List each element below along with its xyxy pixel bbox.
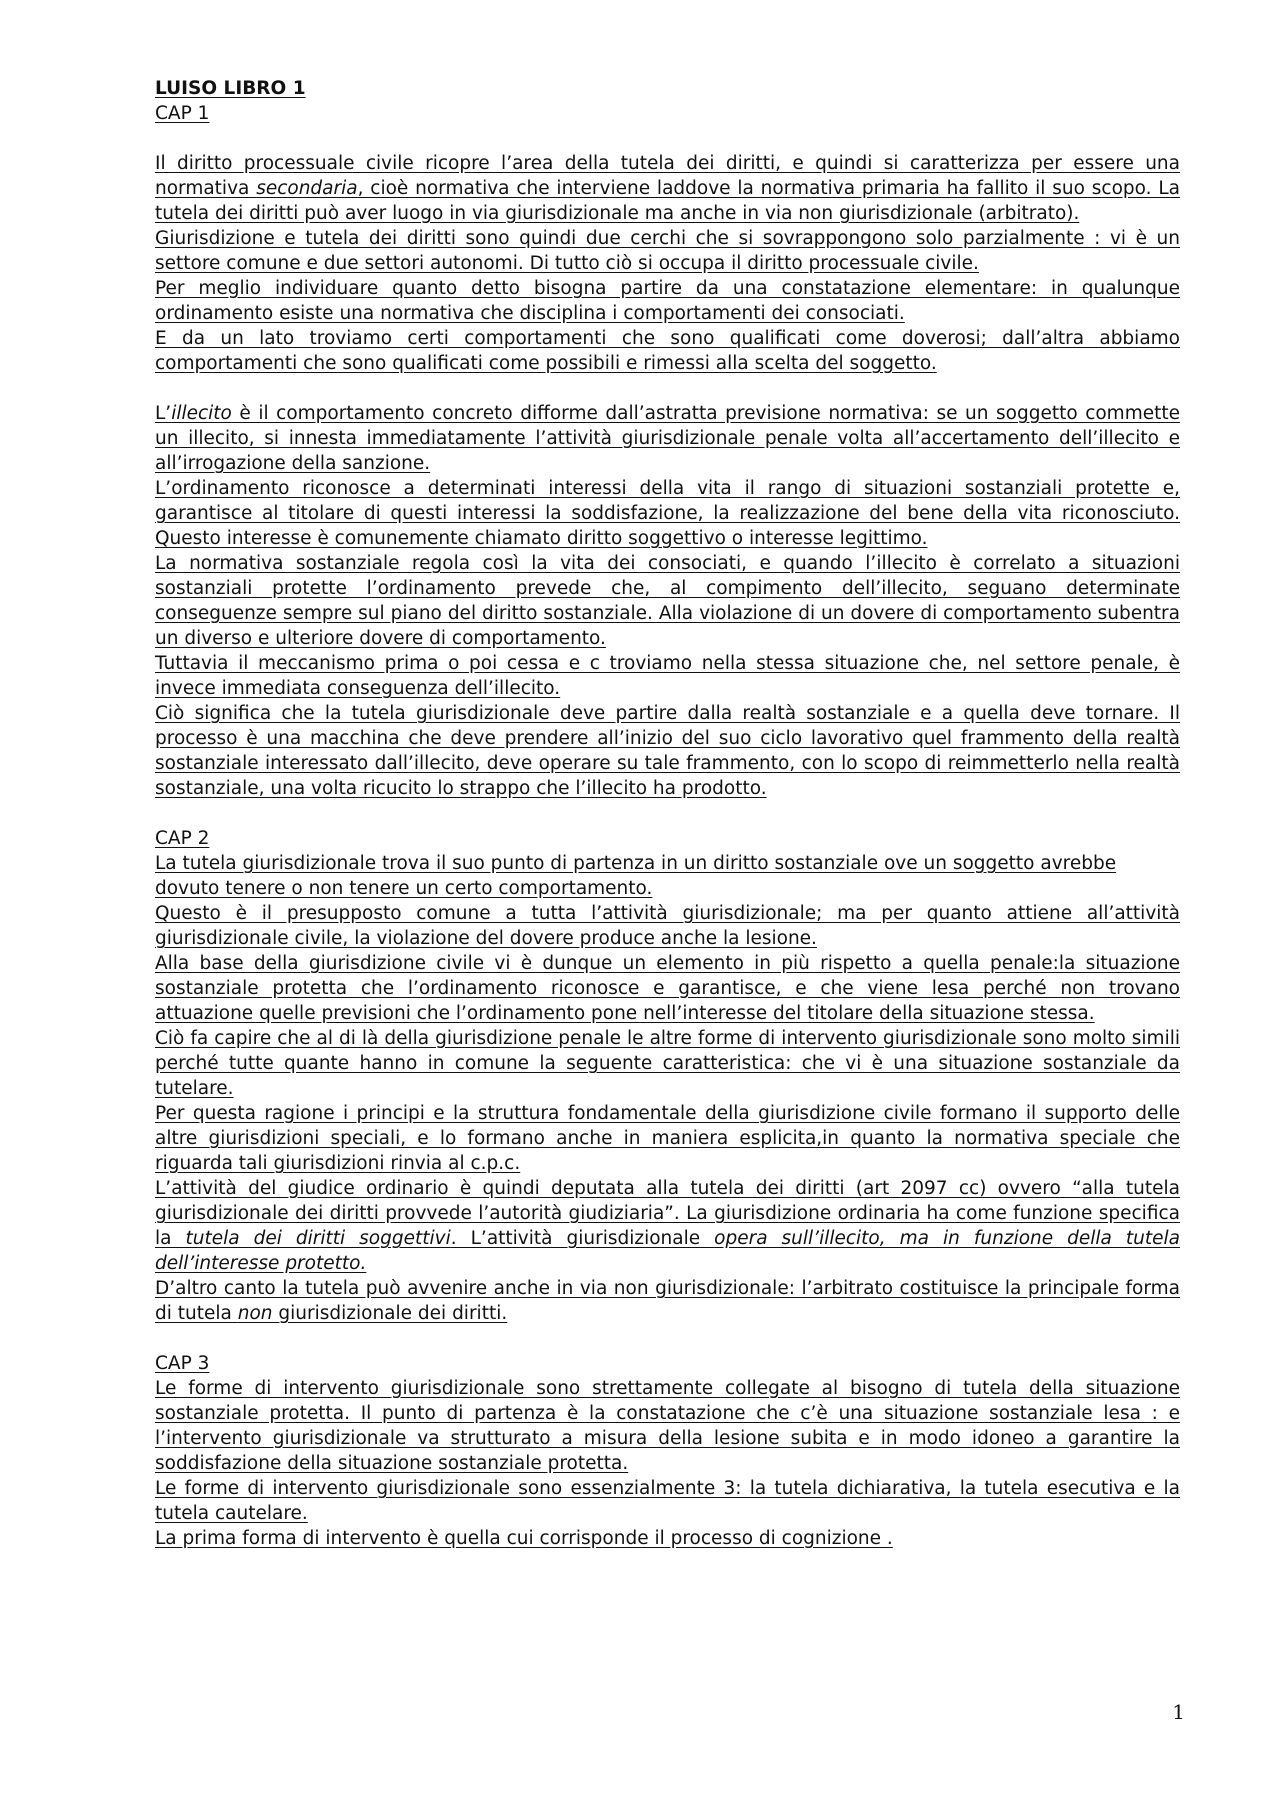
- paragraph: La prima forma di intervento è quella cui corrisponde il processo di cognizione .: [155, 1528, 893, 1549]
- paragraph: Per meglio individuare quanto detto bisogna partire da una constatazione elementare: in qualunque ordinamento esiste una normativa che disciplina i comportamenti dei consociati.: [155, 278, 1180, 324]
- text-run: . L’attività giurisdizionale: [450, 1228, 715, 1249]
- paragraph: La normativa sostanziale regola così la vita dei consociati, e quando l’illecito è correlato a situazioni sostanziali protette l’ordinamento prevede che, al compimento dell’illecito, seguano determinate conseguenze sempre sul piano del diritto sostanziale. Alla violazione di un dovere di comportamento subentra un diverso e ulteriore dovere di comportamento.: [155, 553, 1180, 649]
- paragraph: Ciò significa che la tutela giurisdizionale deve partire dalla realtà sostanziale e a quella deve tornare. Il processo è una macchina che deve prendere all’inizio del suo ciclo lavorativo quel frammento della realtà sostanziale interessato dall’illecito, deve operare su tale frammento, con lo scopo di reimmetterlo nella realtà sostanziale, una volta ricucito lo strappo che l’illecito ha prodotto.: [155, 703, 1180, 799]
- paragraph: Per questa ragione i principi e la struttura fondamentale della giurisdizione civile formano il supporto delle altre giurisdizioni speciali, e lo formano anche in maniera esplicita,in quanto la normativa speciale che riguarda tali giurisdizioni rinvia al c.p.c.: [155, 1103, 1180, 1174]
- paragraph: Questo è il presupposto comune a tutta l’attività giurisdizionale; ma per quanto attiene all’attività giurisdizionale civile, la violazione del dovere produce anche la lesione.: [155, 903, 1180, 949]
- text-run: D’altro canto la tutela può avvenire anche in via non giurisdizionale: l’arbitrato costituisce la principale forma di tutela: [155, 1278, 1180, 1324]
- paragraph: [155, 1176, 1180, 1276]
- chapter-heading-3: CAP 3: [155, 1353, 210, 1374]
- italic-term: non: [237, 1303, 273, 1324]
- spacer: [155, 1326, 1180, 1351]
- paragraph: [155, 151, 1180, 226]
- page-number: 1: [1172, 1700, 1185, 1724]
- chapter-heading-2: CAP 2: [155, 828, 210, 849]
- paragraph: Ciò fa capire che al di là della giurisdizione penale le altre forme di intervento giurisdizionale sono molto simili perché tutte quante hanno in comune la seguente caratteristica: che vi è una situazione sostanziale da tutelare.: [155, 1028, 1180, 1099]
- paragraph: Alla base della giurisdizione civile vi è dunque un elemento in più rispetto a quella penale:la situazione sostanziale protetta che l’ordinamento riconosce e garantisce, e che viene lesa perché non trovano attuazione quelle previsioni che l’ordinamento pone nell’interesse del titolare della situazione stessa.: [155, 953, 1180, 1024]
- paragraph: Tuttavia il meccanismo prima o poi cessa e c troviamo nella stessa situazione che, nel settore penale, è invece immediata conseguenza dell’illecito.: [155, 653, 1180, 699]
- text-run: giurisdizionale dei diritti.: [272, 1303, 508, 1324]
- document-title: LUISO LIBRO 1: [155, 78, 306, 99]
- text-run: è il comportamento concreto difforme dall’astratta previsione normativa: se un soggetto commette un illecito, si innesta immediatamente l’attività giurisdizionale penale volta all’accertamento dell’illecito e all’irrogazione della sanzione.: [155, 403, 1180, 474]
- spacer: [155, 376, 1180, 401]
- paragraph: Le forme di intervento giurisdizionale sono strettamente collegate al bisogno di tutela della situazione sostanziale protetta. Il punto di partenza è la constatazione che c’è una situazione sostanziale lesa : e l’intervento giurisdizionale va strutturato a misura della lesione subita e in modo idoneo a garantire la soddisfazione della situazione sostanziale protetta.: [155, 1378, 1180, 1474]
- paragraph: E da un lato troviamo certi comportamenti che sono qualificati come doverosi; dall’altra abbiamo comportamenti che sono qualificati come possibili e rimessi alla scelta del soggetto.: [155, 328, 1180, 374]
- paragraph: Le forme di intervento giurisdizionale sono essenzialmente 3: la tutela dichiarativa, la tutela esecutiva e la tutela cautelare.: [155, 1478, 1180, 1524]
- spacer: [155, 801, 1180, 826]
- paragraph: L’ordinamento riconosce a determinati interessi della vita il rango di situazioni sostanziali protette e, garantisce al titolare di questi interessi la soddisfazione, la realizzazione del bene della vita riconosciuto. Questo interesse è comunemente chiamato diritto soggettivo o interesse legittimo.: [155, 478, 1180, 549]
- spacer: [155, 126, 1180, 151]
- text-run: , cioè normativa che interviene laddove la normativa primaria ha fallito il suo scopo. La tutela dei diritti può aver luogo in via giurisdizionale ma anche in via non giurisdizionale (arbitrato).: [155, 178, 1180, 224]
- paragraph: Giurisdizione e tutela dei diritti sono quindi due cerchi che si sovrappongono solo parzialmente : vi è un settore comune e due settori autonomi. Di tutto ciò si occupa il diritto processuale civile.: [155, 228, 1180, 274]
- paragraph: [155, 1276, 1180, 1326]
- italic-term: opera sull’illecito, ma in funzione della tutela dell’interesse protetto.: [155, 1228, 1180, 1274]
- italic-term: tutela dei diritti soggettivi: [185, 1228, 451, 1249]
- paragraph: La tutela giurisdizionale trova il suo punto di partenza in un diritto sostanziale ove un soggetto avrebbe dovuto tenere o non tenere un certo comportamento.: [155, 853, 1117, 899]
- document-page: [155, 76, 1180, 1551]
- italic-term: secondaria: [256, 178, 358, 199]
- chapter-heading-1: CAP 1: [155, 103, 210, 124]
- paragraph: [155, 401, 1180, 476]
- text-run: Il diritto processuale civile ricopre l’area della tutela dei diritti, e quindi si caratterizza per essere una normativa: [155, 153, 1180, 199]
- text-run: L’: [155, 403, 172, 424]
- text-run: L’attività del giudice ordinario è quindi deputata alla tutela dei diritti (art 2097 cc) ovvero “alla tutela giurisdizionale dei diritti provvede l’autorità giudiziaria”. La giurisdizione ordinaria ha come funzione specifica la: [155, 1178, 1180, 1249]
- italic-term: illecito: [171, 403, 232, 424]
